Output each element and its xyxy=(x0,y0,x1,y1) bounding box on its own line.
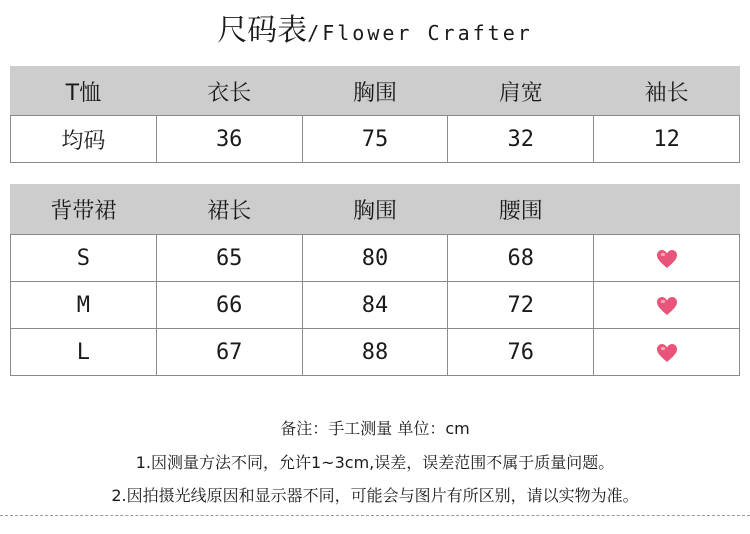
table-row xyxy=(11,235,740,282)
value-cell: 68 xyxy=(448,235,594,282)
header-cell xyxy=(594,185,740,235)
value-cell: 80 xyxy=(302,235,448,282)
value-cell: 75 xyxy=(302,116,448,163)
header-cell: 裙长 xyxy=(156,185,302,235)
header-cell: 腰围 xyxy=(448,185,594,235)
tshirt-size-table xyxy=(10,66,740,163)
table-header-row xyxy=(11,185,740,235)
header-cell: 袖长 xyxy=(594,67,740,116)
header-cell: 衣长 xyxy=(156,67,302,116)
value-cell: 12 xyxy=(594,116,740,163)
overall-dress-size-table xyxy=(10,184,740,376)
value-cell: 88 xyxy=(302,329,448,376)
value-cell: 66 xyxy=(156,282,302,329)
header-cell: 背带裙 xyxy=(11,185,157,235)
dashed-divider xyxy=(0,515,750,516)
value-cell: 84 xyxy=(302,282,448,329)
heart-icon xyxy=(655,295,679,317)
heart-icon xyxy=(655,342,679,364)
icon-cell xyxy=(594,329,740,376)
notes-heading: 备注：手工测量 单位：cm xyxy=(280,419,470,438)
icon-cell xyxy=(594,282,740,329)
header-cell: 胸围 xyxy=(302,67,448,116)
table-row xyxy=(11,116,740,163)
table-row xyxy=(11,329,740,376)
note-line-2: 2.因拍摄光线原因和显示器不同，可能会与图片有所区别，请以实物为准。 xyxy=(111,486,639,505)
value-cell: 65 xyxy=(156,235,302,282)
header-cell: T恤 xyxy=(11,67,157,116)
icon-cell xyxy=(594,235,740,282)
title-en: /Flower Crafter xyxy=(307,21,533,45)
value-cell: 76 xyxy=(448,329,594,376)
size-cell: M xyxy=(11,282,157,329)
size-cell: L xyxy=(11,329,157,376)
header-cell: 肩宽 xyxy=(448,67,594,116)
heart-icon xyxy=(655,248,679,270)
page-title xyxy=(0,12,750,52)
value-cell: 72 xyxy=(448,282,594,329)
table-header-row xyxy=(11,67,740,116)
value-cell: 36 xyxy=(156,116,302,163)
size-cell: S xyxy=(11,235,157,282)
size-cell: 均码 xyxy=(11,116,157,163)
header-cell: 胸围 xyxy=(302,185,448,235)
note-line-1: 1.因测量方法不同，允许1~3cm,误差，误差范围不属于质量问题。 xyxy=(135,453,615,472)
value-cell: 67 xyxy=(156,329,302,376)
title-cn: 尺码表 xyxy=(217,13,308,48)
value-cell: 32 xyxy=(448,116,594,163)
table-row xyxy=(11,282,740,329)
